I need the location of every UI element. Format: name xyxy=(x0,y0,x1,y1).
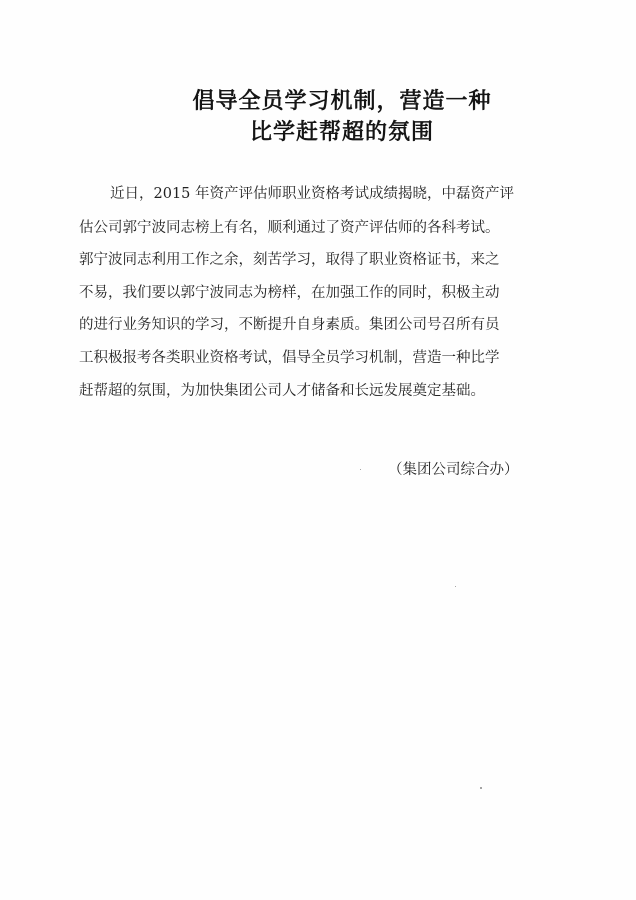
scan-speck xyxy=(480,787,482,789)
body-text-line: 的进行业务知识的学习，不断提升自身素质。集团公司号召所有员 xyxy=(79,317,500,333)
body-text-line: 不易，我们要以郭宁波同志为榜样，在加强工作的同时，积极主动 xyxy=(79,285,500,301)
body-text-line: 工积极报考各类职业资格考试，倡导全员学习机制，营造一种比学 xyxy=(79,350,500,366)
scan-speck xyxy=(360,469,361,470)
issuer-signature: （集团公司综合办） xyxy=(388,462,519,478)
scan-speck xyxy=(455,586,456,587)
body-text-line: 赶帮超的氛围，为加快集团公司人才储备和长远发展奠定基础。 xyxy=(79,383,485,399)
body-text-line: 郭宁波同志利用工作之余，刻苦学习，取得了职业资格证书，来之 xyxy=(79,252,500,268)
body-text-line: 估公司郭宁波同志榜上有名，顺利通过了资产评估师的各科考试。 xyxy=(79,220,500,236)
body-text-line: 近日，2015 年资产评估师职业资格考试成绩揭晓，中磊资产评 xyxy=(110,186,515,202)
document-title-line-2: 比学赶帮超的氛围 xyxy=(249,120,434,145)
document-title-line-1: 倡导全员学习机制，营造一种 xyxy=(192,89,492,114)
